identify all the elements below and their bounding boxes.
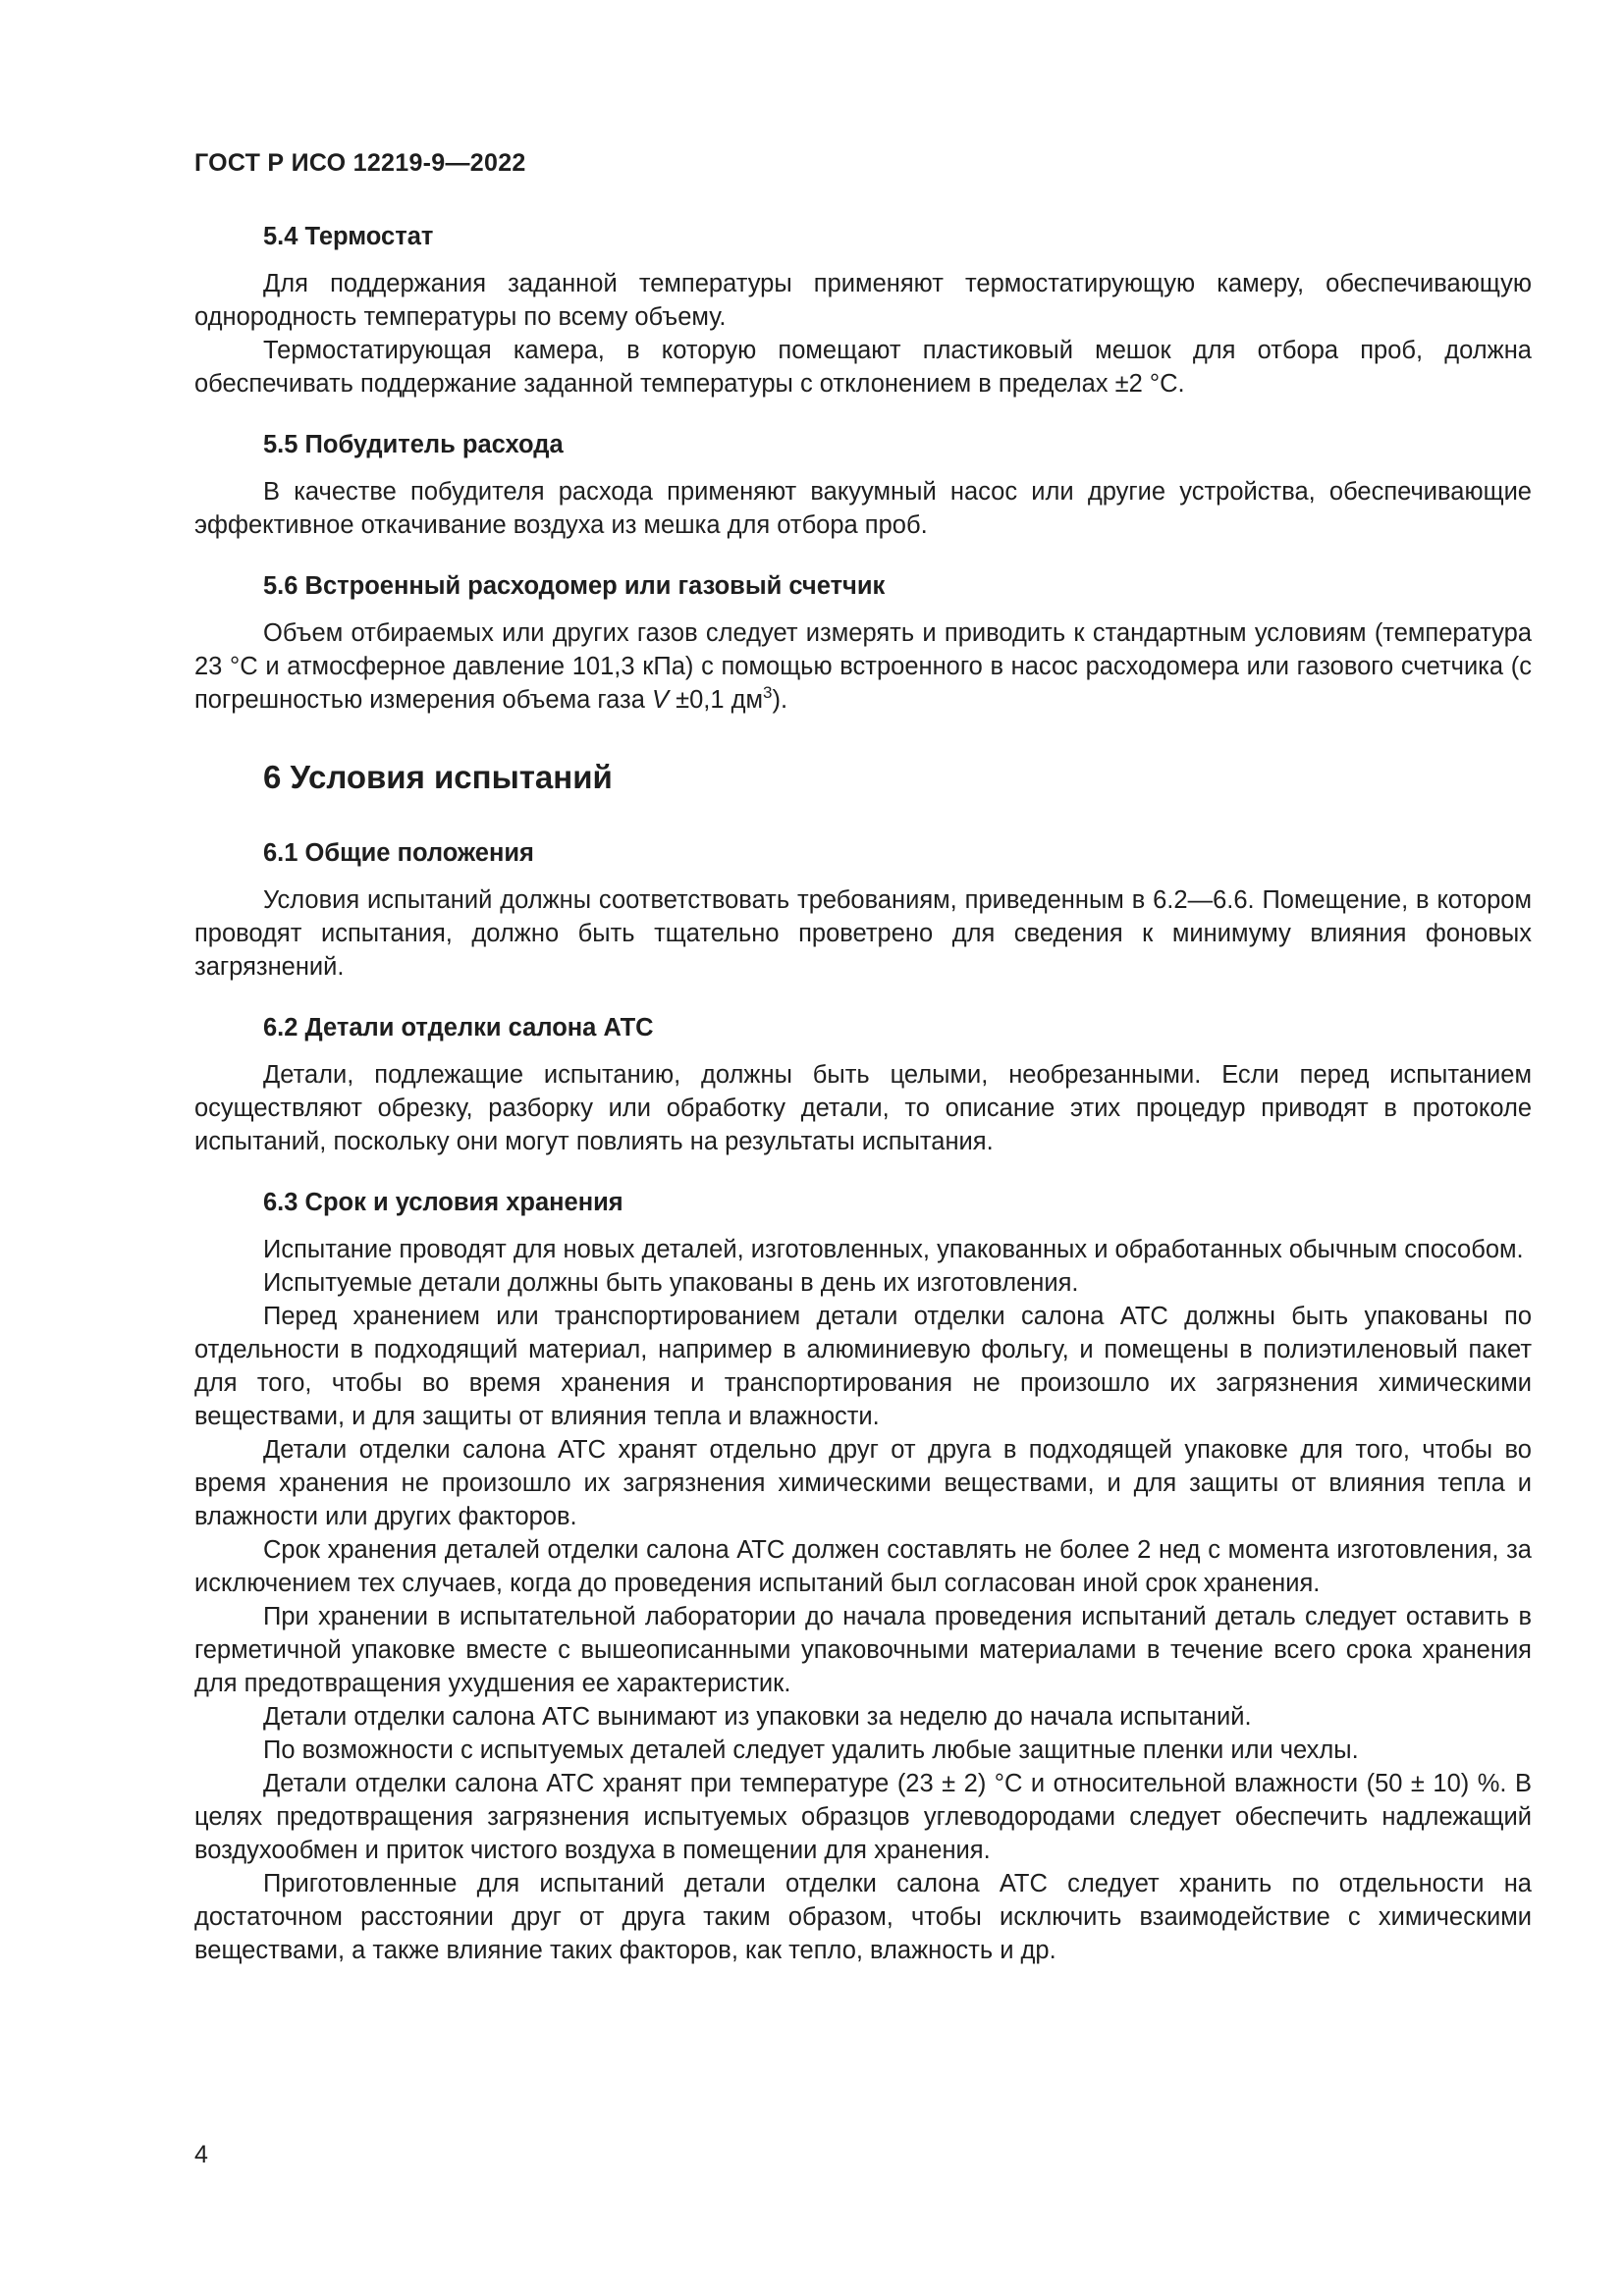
superscript-exponent: 3 xyxy=(763,683,773,702)
paragraph-text: Объем отбираемых или других газов следует измерять и приводить к стандартным условиям (температура 23 °С и атмосферное давление 101,3 кПа) с помощью встроенного в насос расходомера или газового счетчика (с погрешностью измерения объема газа xyxy=(194,619,1532,714)
section-heading-5-4: 5.4 Термостат xyxy=(263,223,434,250)
section-heading-6-2: 6.2 Детали отделки салона АТС xyxy=(263,1014,654,1041)
chapter-heading-6: 6 Условия испытаний xyxy=(263,759,613,795)
section-heading-6-3: 6.3 Срок и условия хранения xyxy=(263,1189,623,1216)
section-heading-5-5: 5.5 Побудитель расхода xyxy=(263,431,564,458)
paragraph: Термостатирующая камера, в которую помещают пластиковый мешок для отбора проб, должна обеспечивать поддержание заданной температуры с отклонением в пределах ±2 °С. xyxy=(194,337,1532,398)
paragraph: Условия испытаний должны соответствовать требованиям, приведенным в 6.2—6.6. Помещение, в котором проводят испытания, должно быть тщательно проветрено для сведения к минимуму влияния фоновых загрязнений. xyxy=(194,886,1532,981)
paragraph: В качестве побудителя расхода применяют вакуумный насос или другие устройства, обеспечивающие эффективное откачивание воздуха из мешка для отбора проб. xyxy=(194,478,1532,539)
variable-v: V xyxy=(652,686,670,714)
paragraph: Испытание проводят для новых деталей, изготовленных, упакованных и обработанных обычным способом. xyxy=(263,1236,1524,1263)
section-heading-5-6: 5.6 Встроенный расходомер или газовый счетчик xyxy=(263,572,886,600)
paragraph: Детали, подлежащие испытанию, должны быть целыми, необрезанными. Если перед испытанием осуществляют обрезку, разборку или обработку детали, то описание этих процедур приводят в протоколе испытаний, поскольку они могут повлиять на результаты испытания. xyxy=(194,1061,1532,1155)
paragraph: Срок хранения деталей отделки салона АТС должен составлять не более 2 нед с момента изготовления, за исключением тех случаев, когда до проведения испытаний был согласован иной срок хранения. xyxy=(194,1536,1532,1597)
document-code-header: ГОСТ Р ИСО 12219-9—2022 xyxy=(194,149,526,177)
paragraph-text: ). xyxy=(772,686,788,714)
paragraph: Детали отделки салона АТС хранят при температуре (23 ± 2) °С и относительной влажности (50 ± 10) %. В целях предотвращения загрязнения испытуемых образцов углеводородами следует обеспечить надлежащий воздухообмен и приток чистого воздуха в помещении для хранения. xyxy=(194,1770,1532,1864)
paragraph-with-formula xyxy=(194,616,1532,717)
paragraph: При хранении в испытательной лаборатории до начала проведения испытаний деталь следует оставить в герметичной упаковке вместе с вышеописанными упаковочными материалами в течение всего срока хранения для предотвращения ухудшения ее характеристик. xyxy=(194,1603,1532,1697)
paragraph: Для поддержания заданной температуры применяют термостатирующую камеру, обеспечивающую однородность температуры по всему объему. xyxy=(194,270,1532,331)
paragraph: Приготовленные для испытаний детали отделки салона АТС следует хранить по отдельности на достаточном расстоянии друг от друга таким образом, чтобы исключить взаимодействие с химическими веществами, а также влияние таких факторов, как тепло, влажность и др. xyxy=(194,1870,1532,1964)
paragraph: Детали отделки салона АТС хранят отдельно друг от друга в подходящей упаковке для того, чтобы во время хранения не произошло их загрязнения химическими веществами, и для защиты от влияния тепла и влажности или других факторов. xyxy=(194,1436,1532,1530)
paragraph-text: ±0,1 дм xyxy=(669,686,764,714)
paragraph: Испытуемые детали должны быть упакованы в день их изготовления. xyxy=(263,1269,1079,1297)
paragraph: По возможности с испытуемых деталей следует удалить любые защитные пленки или чехлы. xyxy=(263,1736,1359,1764)
paragraph: Детали отделки салона АТС вынимают из упаковки за неделю до начала испытаний. xyxy=(263,1703,1252,1731)
paragraph: Перед хранением или транспортированием детали отделки салона АТС должны быть упакованы по отдельности в подходящий материал, например в алюминиевую фольгу, и помещены в полиэтиленовый пакет для того, чтобы во время хранения и транспортирования не произошло их загрязнения химическими веществами, и для защиты от влияния тепла и влажности. xyxy=(194,1303,1532,1430)
section-heading-6-1: 6.1 Общие положения xyxy=(263,839,534,867)
page-number: 4 xyxy=(194,2141,208,2168)
document-body xyxy=(194,220,1532,1967)
